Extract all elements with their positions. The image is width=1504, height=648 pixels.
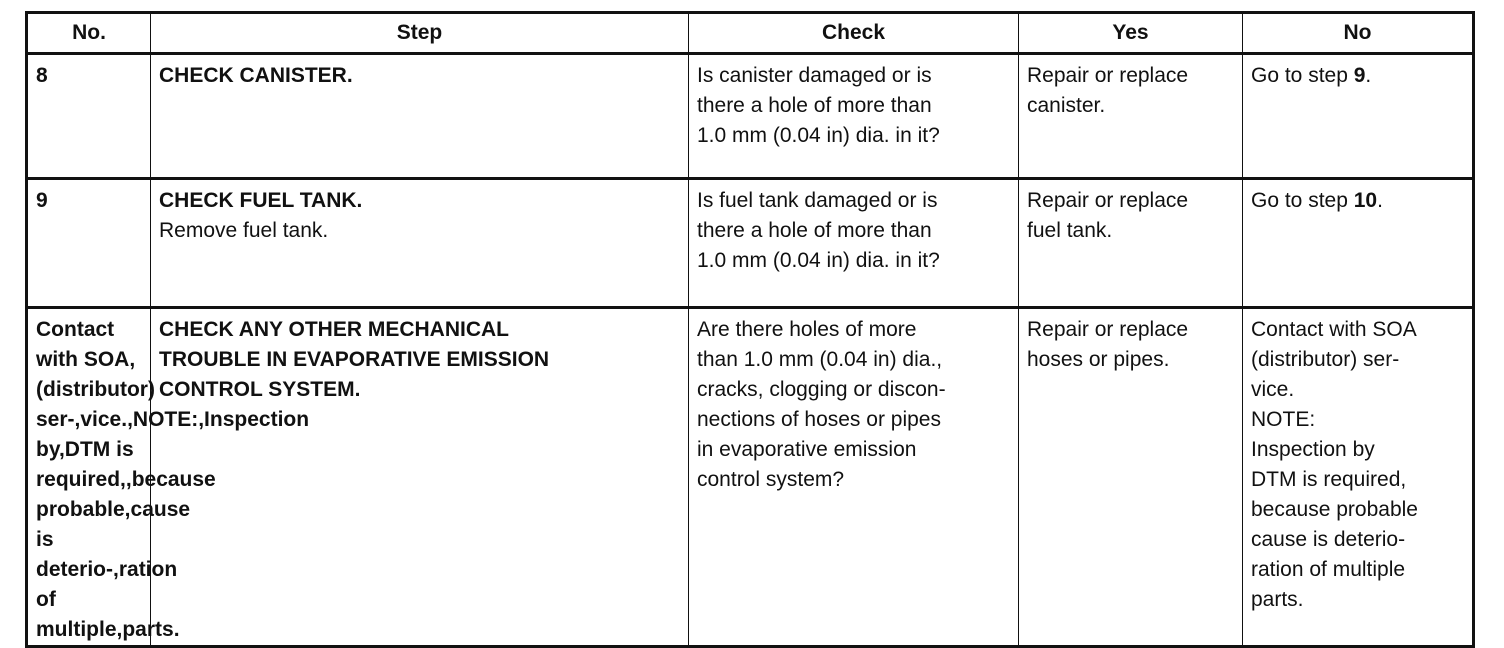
check-text-line: there a hole of more than — [697, 94, 932, 117]
no-text-line: Contact with SOA — [1251, 318, 1417, 341]
no-step-reference: 9 — [1353, 64, 1366, 87]
check-text-line: cracks, clogging or discon- — [697, 378, 946, 401]
step-title: CHECK FUEL TANK. — [159, 189, 363, 212]
step-number-cell — [27, 54, 151, 179]
no-text-line: DTM is required, — [1251, 468, 1407, 491]
step-instruction: Remove fuel tank. — [159, 219, 329, 242]
header-step: Step — [151, 13, 689, 54]
yes-cell — [1019, 54, 1243, 179]
table-row — [27, 54, 1474, 179]
step-cell — [151, 54, 689, 179]
yes-text-line: hoses or pipes. — [1027, 348, 1170, 371]
check-text-line: than 1.0 mm (0.04 in) dia., — [697, 348, 943, 371]
no-cell — [1243, 54, 1474, 179]
step-number-cell — [27, 179, 151, 308]
note-label: NOTE: — [1251, 408, 1316, 431]
header-no-result: No — [1243, 13, 1474, 54]
yes-text-line: Repair or replace — [1027, 64, 1189, 87]
no-text-line: vice. — [1251, 378, 1295, 401]
check-cell — [689, 54, 1019, 179]
yes-text-line: fuel tank. — [1027, 219, 1113, 242]
yes-text-line: canister. — [1027, 94, 1106, 117]
check-text-line: 1.0 mm (0.04 in) dia. in it? — [697, 249, 940, 272]
check-text-line: 1.0 mm (0.04 in) dia. in it? — [697, 124, 940, 147]
yes-text-line: Repair or replace — [1027, 318, 1189, 341]
step-cell — [151, 308, 689, 647]
step-title-line: CHECK ANY OTHER MECHANICAL — [159, 318, 510, 341]
check-text-line: there a hole of more than — [697, 219, 932, 242]
diagnostic-table — [25, 11, 1475, 648]
check-text-line: Is canister damaged or is — [697, 64, 932, 87]
no-text-prefix: Go to step — [1251, 189, 1354, 212]
step-number: 9 — [36, 189, 48, 212]
no-text-suffix: . — [1365, 64, 1372, 87]
table-row — [27, 179, 1474, 308]
table-row — [27, 308, 1474, 647]
check-text-line: nections of hoses or pipes — [697, 408, 941, 431]
step-number: 8 — [36, 64, 48, 87]
step-cell — [151, 179, 689, 308]
step-title: CHECK CANISTER. — [159, 64, 353, 87]
no-text-line: because probable — [1251, 498, 1418, 521]
no-cell — [1243, 179, 1474, 308]
step-number: Contact with SOA,(distributor) ser-,vice.,NOTE:,Inspection by,DTM is required,,because probable,cause is deterio-,ration of multiple,parts. — [36, 318, 310, 641]
yes-cell — [1019, 179, 1243, 308]
table-header-row — [27, 13, 1474, 54]
check-text-line: Are there holes of more — [697, 318, 917, 341]
header-no: No. — [27, 13, 151, 54]
yes-cell — [1019, 308, 1243, 647]
check-cell — [689, 179, 1019, 308]
step-title-line: CONTROL SYSTEM. — [159, 378, 361, 401]
header-check: Check — [689, 13, 1019, 54]
no-text-line: ration of multiple — [1251, 558, 1406, 581]
yes-text-line: Repair or replace — [1027, 189, 1189, 212]
check-text-line: Is fuel tank damaged or is — [697, 189, 938, 212]
no-text-suffix: . — [1377, 189, 1383, 212]
no-text-prefix: Go to step — [1251, 64, 1354, 87]
no-cell — [1243, 308, 1474, 647]
no-text-line: cause is deterio- — [1251, 528, 1406, 551]
no-step-reference: 10 — [1353, 189, 1378, 212]
no-text-line: (distributor) ser- — [1251, 348, 1400, 371]
check-text-line: control system? — [697, 468, 845, 491]
step-title-line: TROUBLE IN EVAPORATIVE EMISSION — [159, 348, 550, 371]
check-text-line: in evaporative emission — [697, 438, 917, 461]
no-text-line: Inspection by — [1251, 438, 1375, 461]
header-yes: Yes — [1019, 13, 1243, 54]
check-cell — [689, 308, 1019, 647]
no-text-line: parts. — [1251, 588, 1304, 611]
